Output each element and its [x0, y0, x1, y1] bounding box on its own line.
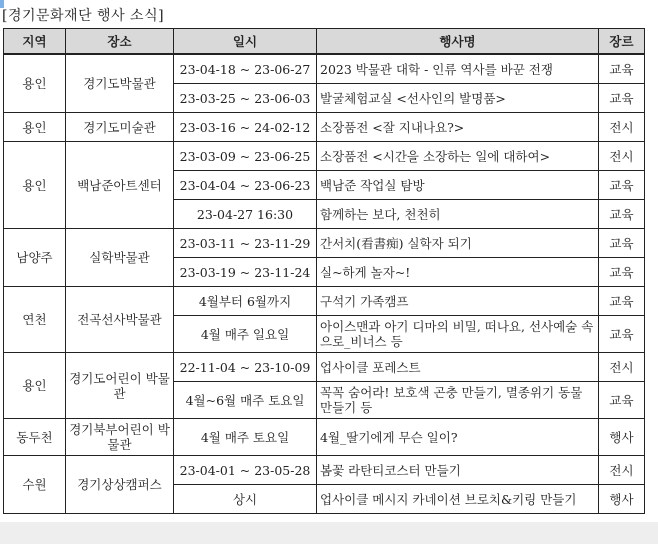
- table-row: [4, 229, 645, 258]
- event-name-cell: 업사이클 포레스트: [317, 353, 599, 382]
- table-row: [4, 419, 645, 456]
- date-cell: 23-04-18 ~ 23-06-27: [174, 54, 317, 84]
- venue-cell: 전곡선사박물관: [66, 287, 174, 353]
- date-cell: 4월부터 6월까지: [174, 287, 317, 316]
- region-cell: 동두천: [4, 419, 66, 456]
- venue-cell: 경기도미술관: [66, 113, 174, 142]
- date-cell: 4월 매주 토요일: [174, 419, 317, 456]
- event-name-cell: 실~하게 놀자~!: [317, 258, 599, 287]
- venue-cell: 경기북부어린이 박물관: [66, 419, 174, 456]
- event-name-cell: 업사이클 메시지 카네이션 브로치&키링 만들기: [317, 485, 599, 514]
- date-cell: 4월 매주 일요일: [174, 316, 317, 353]
- date-cell: 22-11-04 ~ 23-10-09: [174, 353, 317, 382]
- date-cell: 23-03-11 ~ 23-11-29: [174, 229, 317, 258]
- region-cell: 용인: [4, 54, 66, 113]
- event-name-cell: 발굴체험교실 <선사인의 발명품>: [317, 84, 599, 113]
- header-event-name: 행사명: [317, 29, 599, 55]
- date-cell: 23-03-16 ~ 24-02-12: [174, 113, 317, 142]
- venue-cell: 경기도박물관: [66, 54, 174, 113]
- genre-cell: 교육: [599, 229, 645, 258]
- bottom-bar: [0, 522, 658, 544]
- venue-cell: 실학박물관: [66, 229, 174, 287]
- venue-cell: 경기상상캠퍼스: [66, 456, 174, 514]
- date-cell: 23-04-01 ~ 23-05-28: [174, 456, 317, 485]
- event-name-cell: 봄꽃 라탄티코스터 만들기: [317, 456, 599, 485]
- region-cell: 용인: [4, 142, 66, 229]
- genre-cell: 전시: [599, 456, 645, 485]
- genre-cell: 교육: [599, 287, 645, 316]
- genre-cell: 교육: [599, 382, 645, 419]
- region-cell: 용인: [4, 113, 66, 142]
- page-title: [경기문화재단 행사 소식]: [2, 8, 165, 24]
- event-name-cell: 백남준 작업실 탐방: [317, 171, 599, 200]
- event-name-cell: 구석기 가족캠프: [317, 287, 599, 316]
- table-body: [4, 54, 645, 514]
- genre-cell: 전시: [599, 142, 645, 171]
- table-row: [4, 142, 645, 171]
- venue-cell: 백남준아트센터: [66, 142, 174, 229]
- genre-cell: 교육: [599, 258, 645, 287]
- genre-cell: 교육: [599, 171, 645, 200]
- table-row: [4, 287, 645, 316]
- table-row: [4, 456, 645, 485]
- genre-cell: 전시: [599, 353, 645, 382]
- date-cell: 23-03-09 ~ 23-06-25: [174, 142, 317, 171]
- genre-cell: 교육: [599, 54, 645, 84]
- region-cell: 남양주: [4, 229, 66, 287]
- event-name-cell: 간서치(看書痴) 실학자 되기: [317, 229, 599, 258]
- genre-cell: 교육: [599, 84, 645, 113]
- region-cell: 수원: [4, 456, 66, 514]
- genre-cell: 행사: [599, 485, 645, 514]
- genre-cell: 교육: [599, 316, 645, 353]
- date-cell: 상시: [174, 485, 317, 514]
- date-cell: 23-04-27 16:30: [174, 200, 317, 229]
- event-name-cell: 소장품전 <잘 지내나요?>: [317, 113, 599, 142]
- header-venue: 장소: [66, 29, 174, 55]
- event-name-cell: 함께하는 보다, 천천히: [317, 200, 599, 229]
- header-region: 지역: [4, 29, 66, 55]
- events-table: [3, 28, 645, 514]
- date-cell: 23-04-04 ~ 23-06-23: [174, 171, 317, 200]
- event-name-cell: 소장품전 <시간을 소장하는 일에 대하여>: [317, 142, 599, 171]
- event-name-cell: 2023 박물관 대학 - 인류 역사를 바꾼 전쟁: [317, 54, 599, 84]
- genre-cell: 전시: [599, 113, 645, 142]
- genre-cell: 교육: [599, 200, 645, 229]
- date-cell: 23-03-19 ~ 23-11-24: [174, 258, 317, 287]
- table-row: [4, 113, 645, 142]
- venue-cell: 경기도어린이 박물관: [66, 353, 174, 419]
- table-header: [4, 29, 645, 55]
- genre-cell: 행사: [599, 419, 645, 456]
- header-genre: 장르: [599, 29, 645, 55]
- date-cell: 23-03-25 ~ 23-06-03: [174, 84, 317, 113]
- event-name-cell: 아이스맨과 아기 디마의 비밀, 떠나요, 선사예술 속으로_비너스 등: [317, 316, 599, 353]
- region-cell: 연천: [4, 287, 66, 353]
- table-row: [4, 353, 645, 382]
- header-date: 일시: [174, 29, 317, 55]
- event-name-cell: 4월_딸기에게 무슨 일이?: [317, 419, 599, 456]
- date-cell: 4월~6월 매주 토요일: [174, 382, 317, 419]
- event-name-cell: 꼭꼭 숨어라! 보호색 곤충 만들기, 멸종위기 동물 만들기 등: [317, 382, 599, 419]
- table-row: [4, 54, 645, 84]
- region-cell: 용인: [4, 353, 66, 419]
